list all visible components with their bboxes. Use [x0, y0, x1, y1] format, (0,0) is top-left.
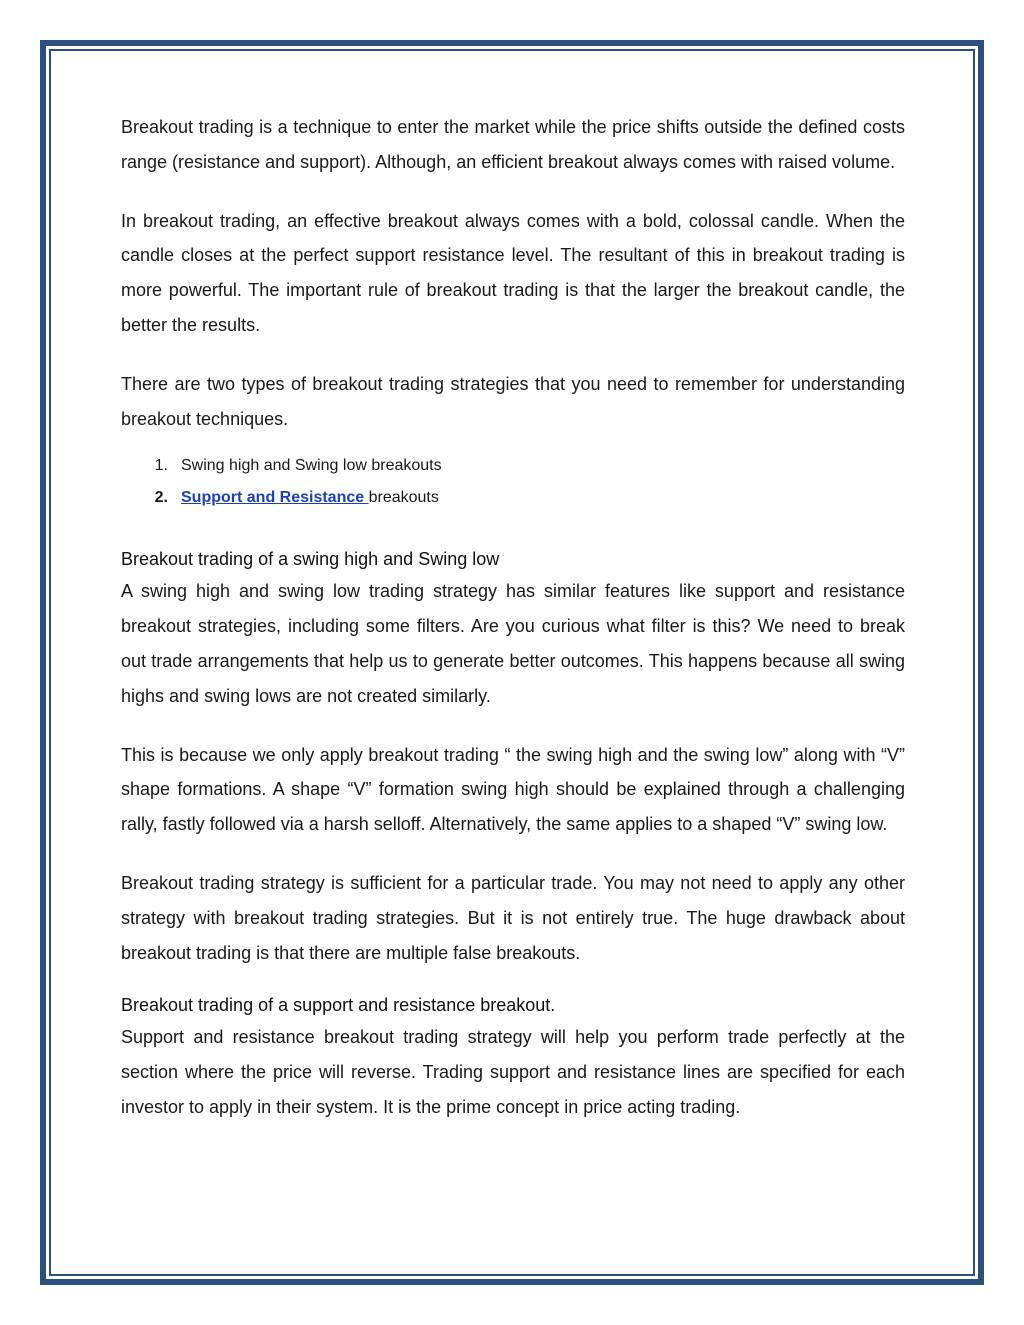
intro-paragraph-1: Breakout trading is a technique to enter the market while the price shifts outside the defined costs range (resistance and support). Although, an efficient breakout always comes with raised volume. [121, 117, 905, 172]
list-number: 2. [154, 489, 168, 507]
document-body [121, 110, 905, 1149]
section-heading-swing: Breakout trading of a swing high and Swing low [121, 549, 500, 570]
intro-paragraph-2: In breakout trading, an effective breakout always comes with a bold, colossal candle. When the candle closes at the perfect support resistance level. The resultant of this in breakout trading is more powerful. The important rule of breakout trading is that the larger the breakout candle, the better the results. [121, 210, 905, 335]
intro-paragraph-3: There are two types of breakout trading strategies that you need to remember for understanding breakout techniques. [121, 373, 905, 429]
list-item-content [181, 482, 439, 514]
list-item [121, 450, 905, 482]
swing-paragraph-2: This is because we only apply breakout trading “ the swing high and the swing low” along with “V” shape formations. A shape “V” formation swing high should be explained through a challenging rally, fastly followed via a harsh selloff. Alternatively, the same applies to a shaped “V” swing low. [121, 744, 905, 835]
list-item-text: Swing high and Swing low breakouts [181, 457, 442, 475]
list-item-text: breakouts [368, 489, 439, 507]
list-number: 1. [154, 457, 168, 475]
support-resistance-paragraph-1: Support and resistance breakout trading strategy will help you perform trade perfectly at the section where the price will reverse. Trading support and resistance lines are specified for each investor to apply in their system. It is the prime concept in price acting trading. [121, 1027, 905, 1117]
section-heading-support-resistance: Breakout trading of a support and resistance breakout. [121, 995, 556, 1016]
support-resistance-link[interactable]: Support and Resistance [181, 489, 369, 507]
section-swing [121, 544, 905, 970]
section-support-resistance [121, 990, 905, 1124]
swing-paragraph-1: A swing high and swing low trading strategy has similar features like support and resistance breakout strategies, including some filters. Are you curious what filter is this? We need to break out trade arrangements that help us to generate better outcomes. This happens because all swing highs and swing lows are not created similarly. [121, 581, 905, 706]
breakout-types-list [121, 450, 905, 514]
list-item [121, 482, 905, 514]
swing-paragraph-3: Breakout trading strategy is sufficient for a particular trade. You may not need to apply any other strategy with breakout trading strategies. But it is not entirely true. The huge drawback about breakout trading is that there are multiple false breakouts. [121, 872, 905, 963]
